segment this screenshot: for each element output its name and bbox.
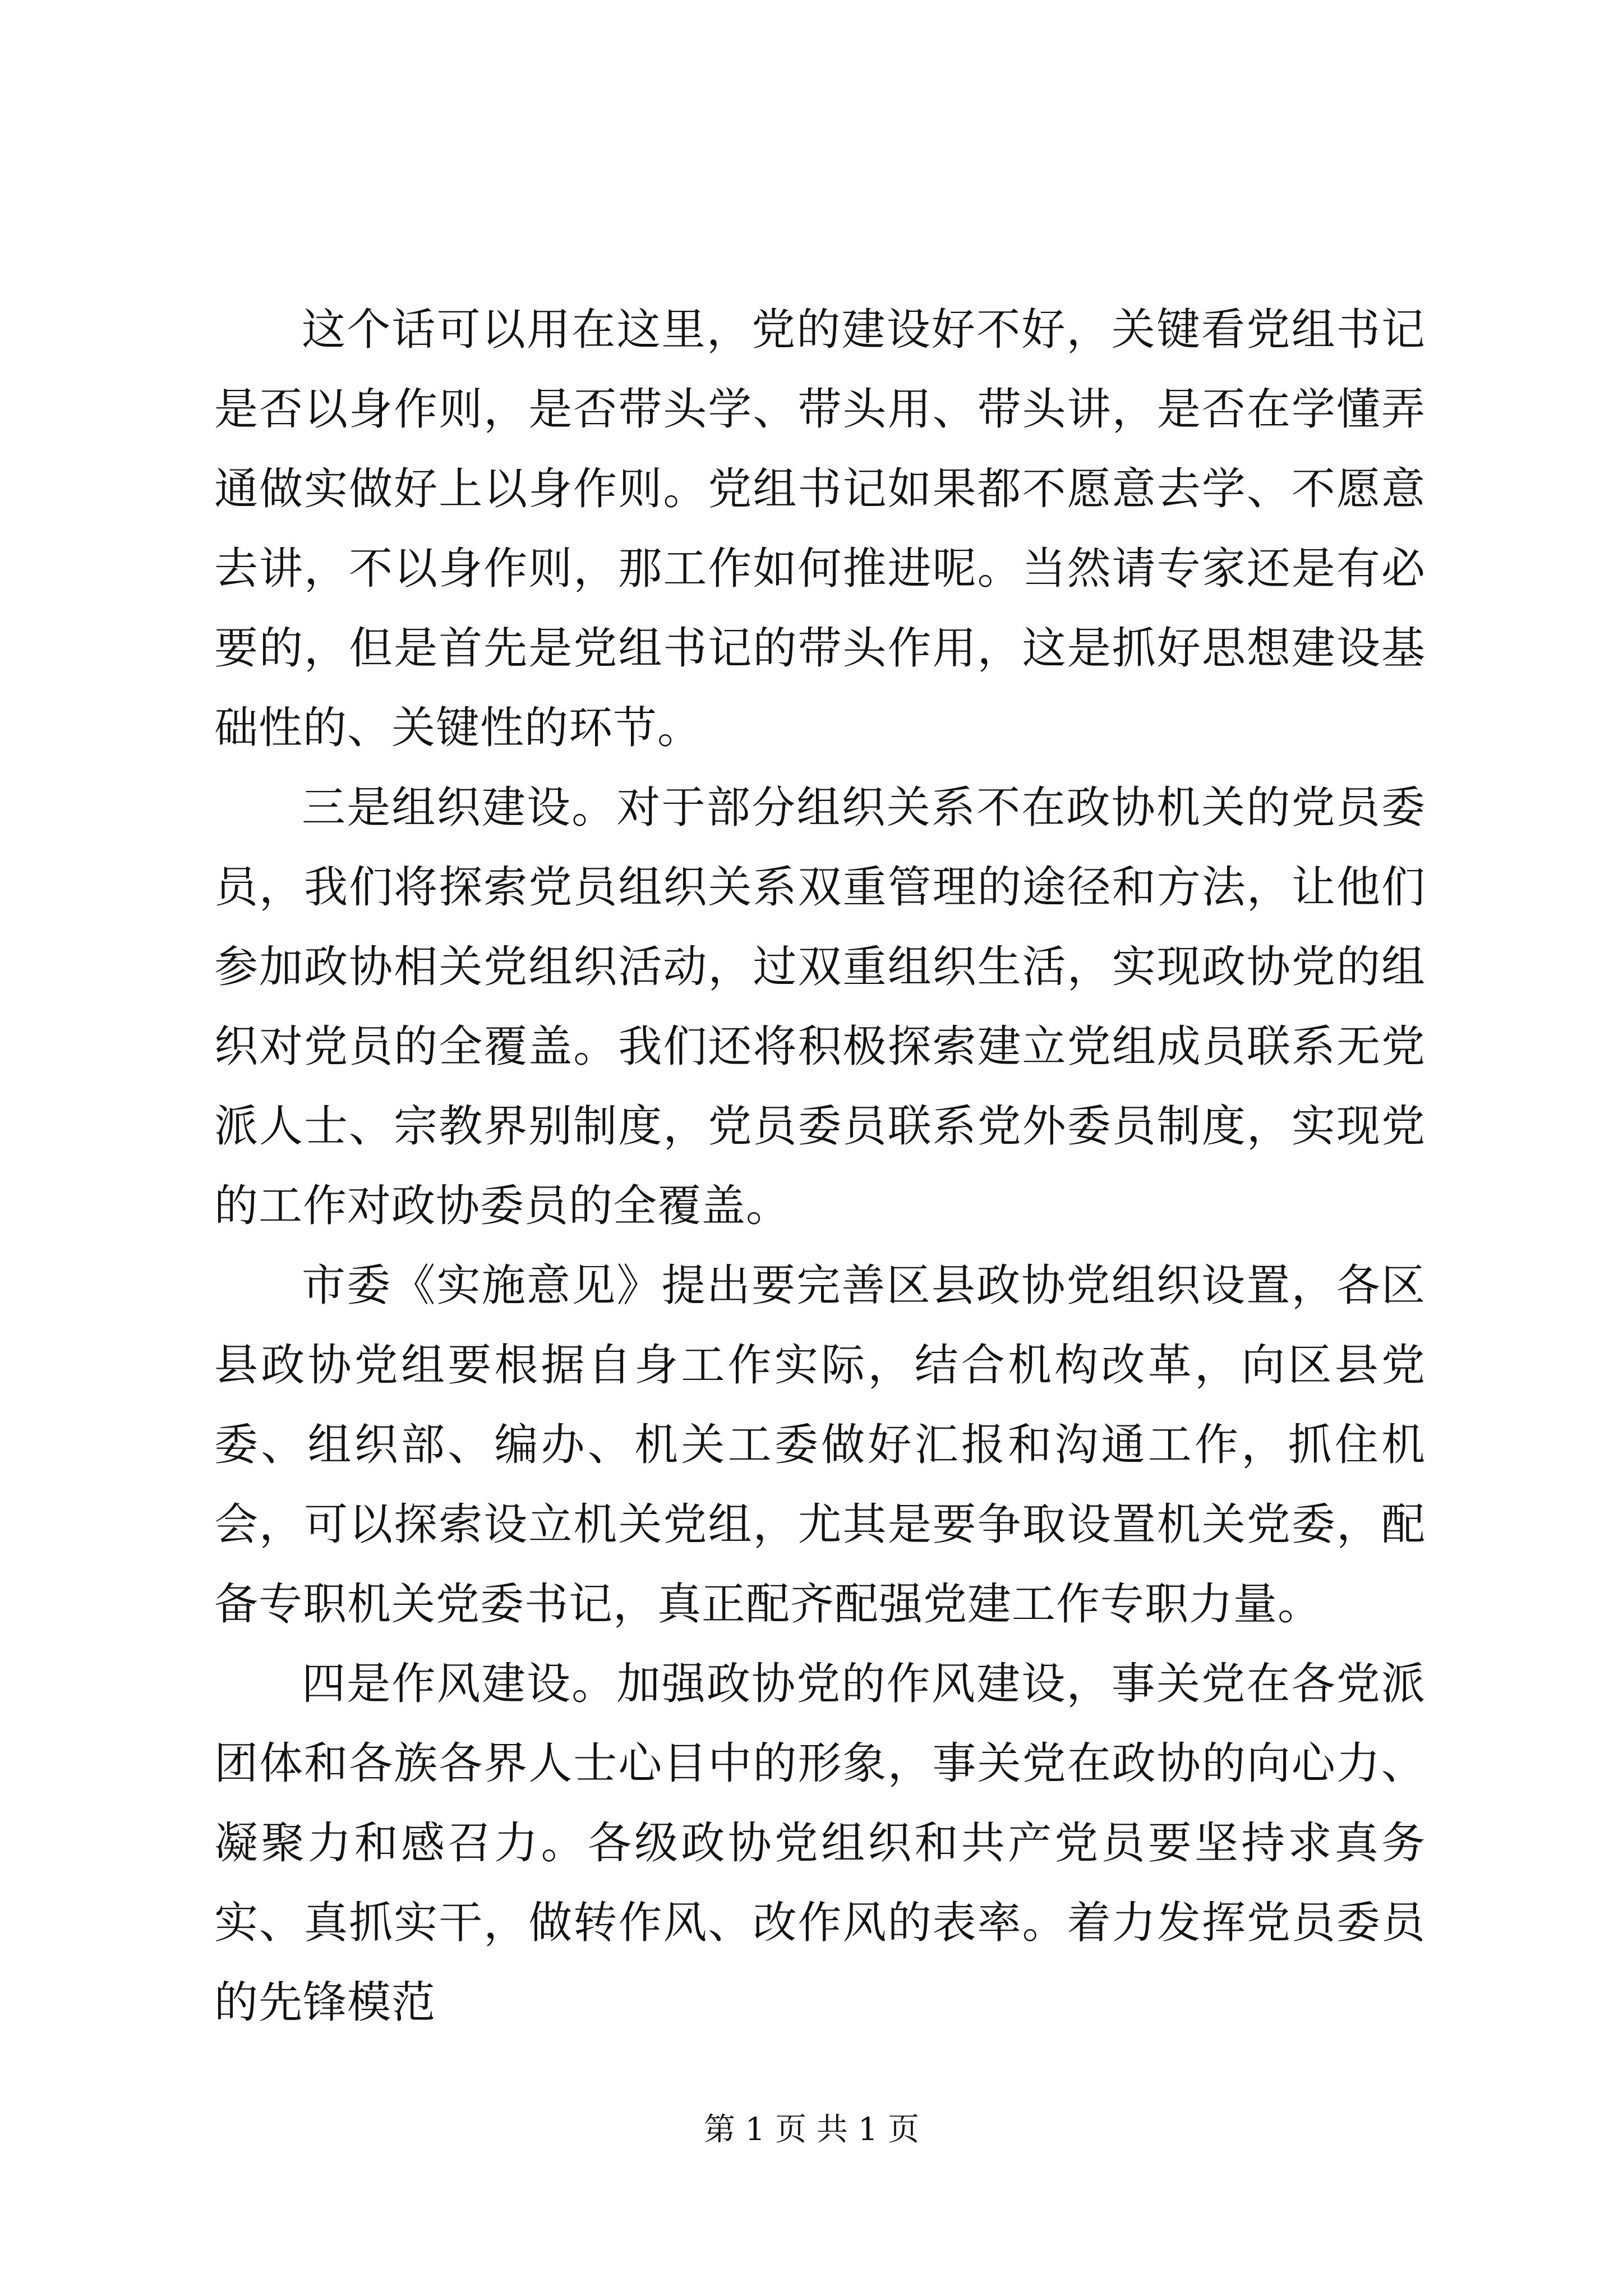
document-body: [214, 290, 1426, 2042]
paragraph-4: 四是作风建设。加强政协党的作风建设，事关党在各党派团体和各族各界人士心目中的形象，事关党在政协的向心力、凝聚力和感召力。各级政协党组织和共产党员要坚持求真务实、真抓实干，做转作风、改作风的表率。着力发挥党员委员的先锋模范: [214, 1659, 1426, 2028]
paragraph-2: 三是组织建设。对于部分组织关系不在政协机关的党员委员，我们将探索党员组织关系双重管理的途径和方法，让他们参加政协相关党组织活动，过双重组织生活，实现政协党的组织对党员的全覆盖。我们还将积极探索建立党组成员联系无党派人士、宗教界别制度，党员委员联系党外委员制度，实现党的工作对政协委员的全覆盖。: [214, 783, 1426, 1231]
paragraph-3: 市委《实施意见》提出要完善区县政协党组织设置，各区县政协党组要根据自身工作实际，结合机构改革，向区县党委、组织部、编办、机关工委做好汇报和沟通工作，抓住机会，可以探索设立机关党组，尤其是要争取设置机关党委，配备专职机关党委书记，真正配齐配强党建工作专职力量。: [214, 1260, 1426, 1630]
paragraph-1: 这个话可以用在这里，党的建设好不好，关键看党组书记是否以身作则，是否带头学、带头用、带头讲，是否在学懂弄通做实做好上以身作则。党组书记如果都不愿意去学、不愿意去讲，不以身作则，那工作如何推进呢。当然请专家还是有必要的，但是首先是党组书记的带头作用，这是抓好思想建设基础性的、关键性的环节。: [214, 305, 1426, 753]
page-footer: 第 1 页 共 1 页: [703, 2111, 920, 2148]
